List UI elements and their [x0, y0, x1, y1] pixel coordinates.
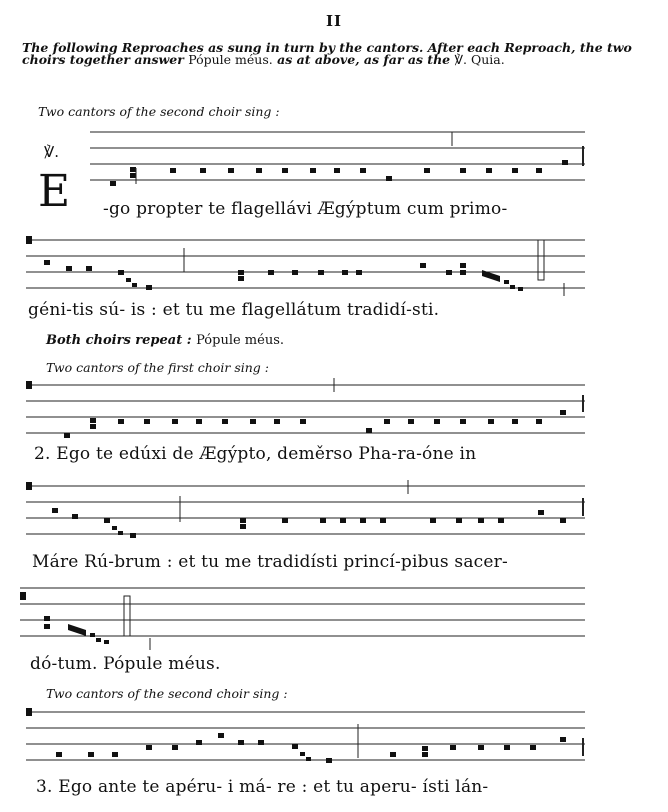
staff-5 [20, 588, 585, 650]
lyric-line-1: -go propter te flagellávi Ægýptum cum primo- [103, 199, 508, 219]
staff-4 [26, 480, 585, 538]
response-text: Pópule méus. [196, 333, 284, 348]
staff-2 [26, 236, 585, 296]
staff-3 [26, 378, 585, 438]
cantor-instruction-3: Two cantors of the second choir sing : [46, 686, 288, 701]
rubric-text-1: The following Reproaches as sung in turn by the cantors. After each Reproach, the two choirs together answer [22, 40, 632, 67]
lyric-line-6: 3. Ego ante te apéru- i má- re : et tu aperu- ísti lán- [36, 777, 489, 797]
lyric-line-2: géni-tis sú- is : et tu me flagellátum tradidí-sti. [28, 300, 440, 320]
section-heading: II [325, 12, 343, 30]
verse-sigla: ℣. [44, 143, 60, 161]
rubric-response: Pópule méus. [188, 52, 273, 67]
lyric-line-3: 2. Ego te edúxi de Ægýpto, deměrso Pha-ra-óne in [34, 444, 477, 464]
staff-1 [90, 132, 585, 186]
lyric-line-5: dó-tum. Pópule méus. [30, 654, 221, 674]
drop-cap-initial: E [38, 166, 71, 217]
rubric-text-2: as at above, as far as the [272, 52, 455, 67]
response-instruction-label: Both choirs repeat : [46, 333, 197, 348]
staff-6 [26, 708, 585, 763]
cantor-instruction-2: Two cantors of the first choir sing : [46, 360, 269, 375]
lyric-line-4: Máre Rú-brum : et tu me tradidísti princí-pibus sacer- [32, 552, 508, 572]
rubric-verse-ref: ℣. Quia. [454, 52, 505, 67]
cantor-instruction-1: Two cantors of the second choir sing : [38, 104, 280, 119]
